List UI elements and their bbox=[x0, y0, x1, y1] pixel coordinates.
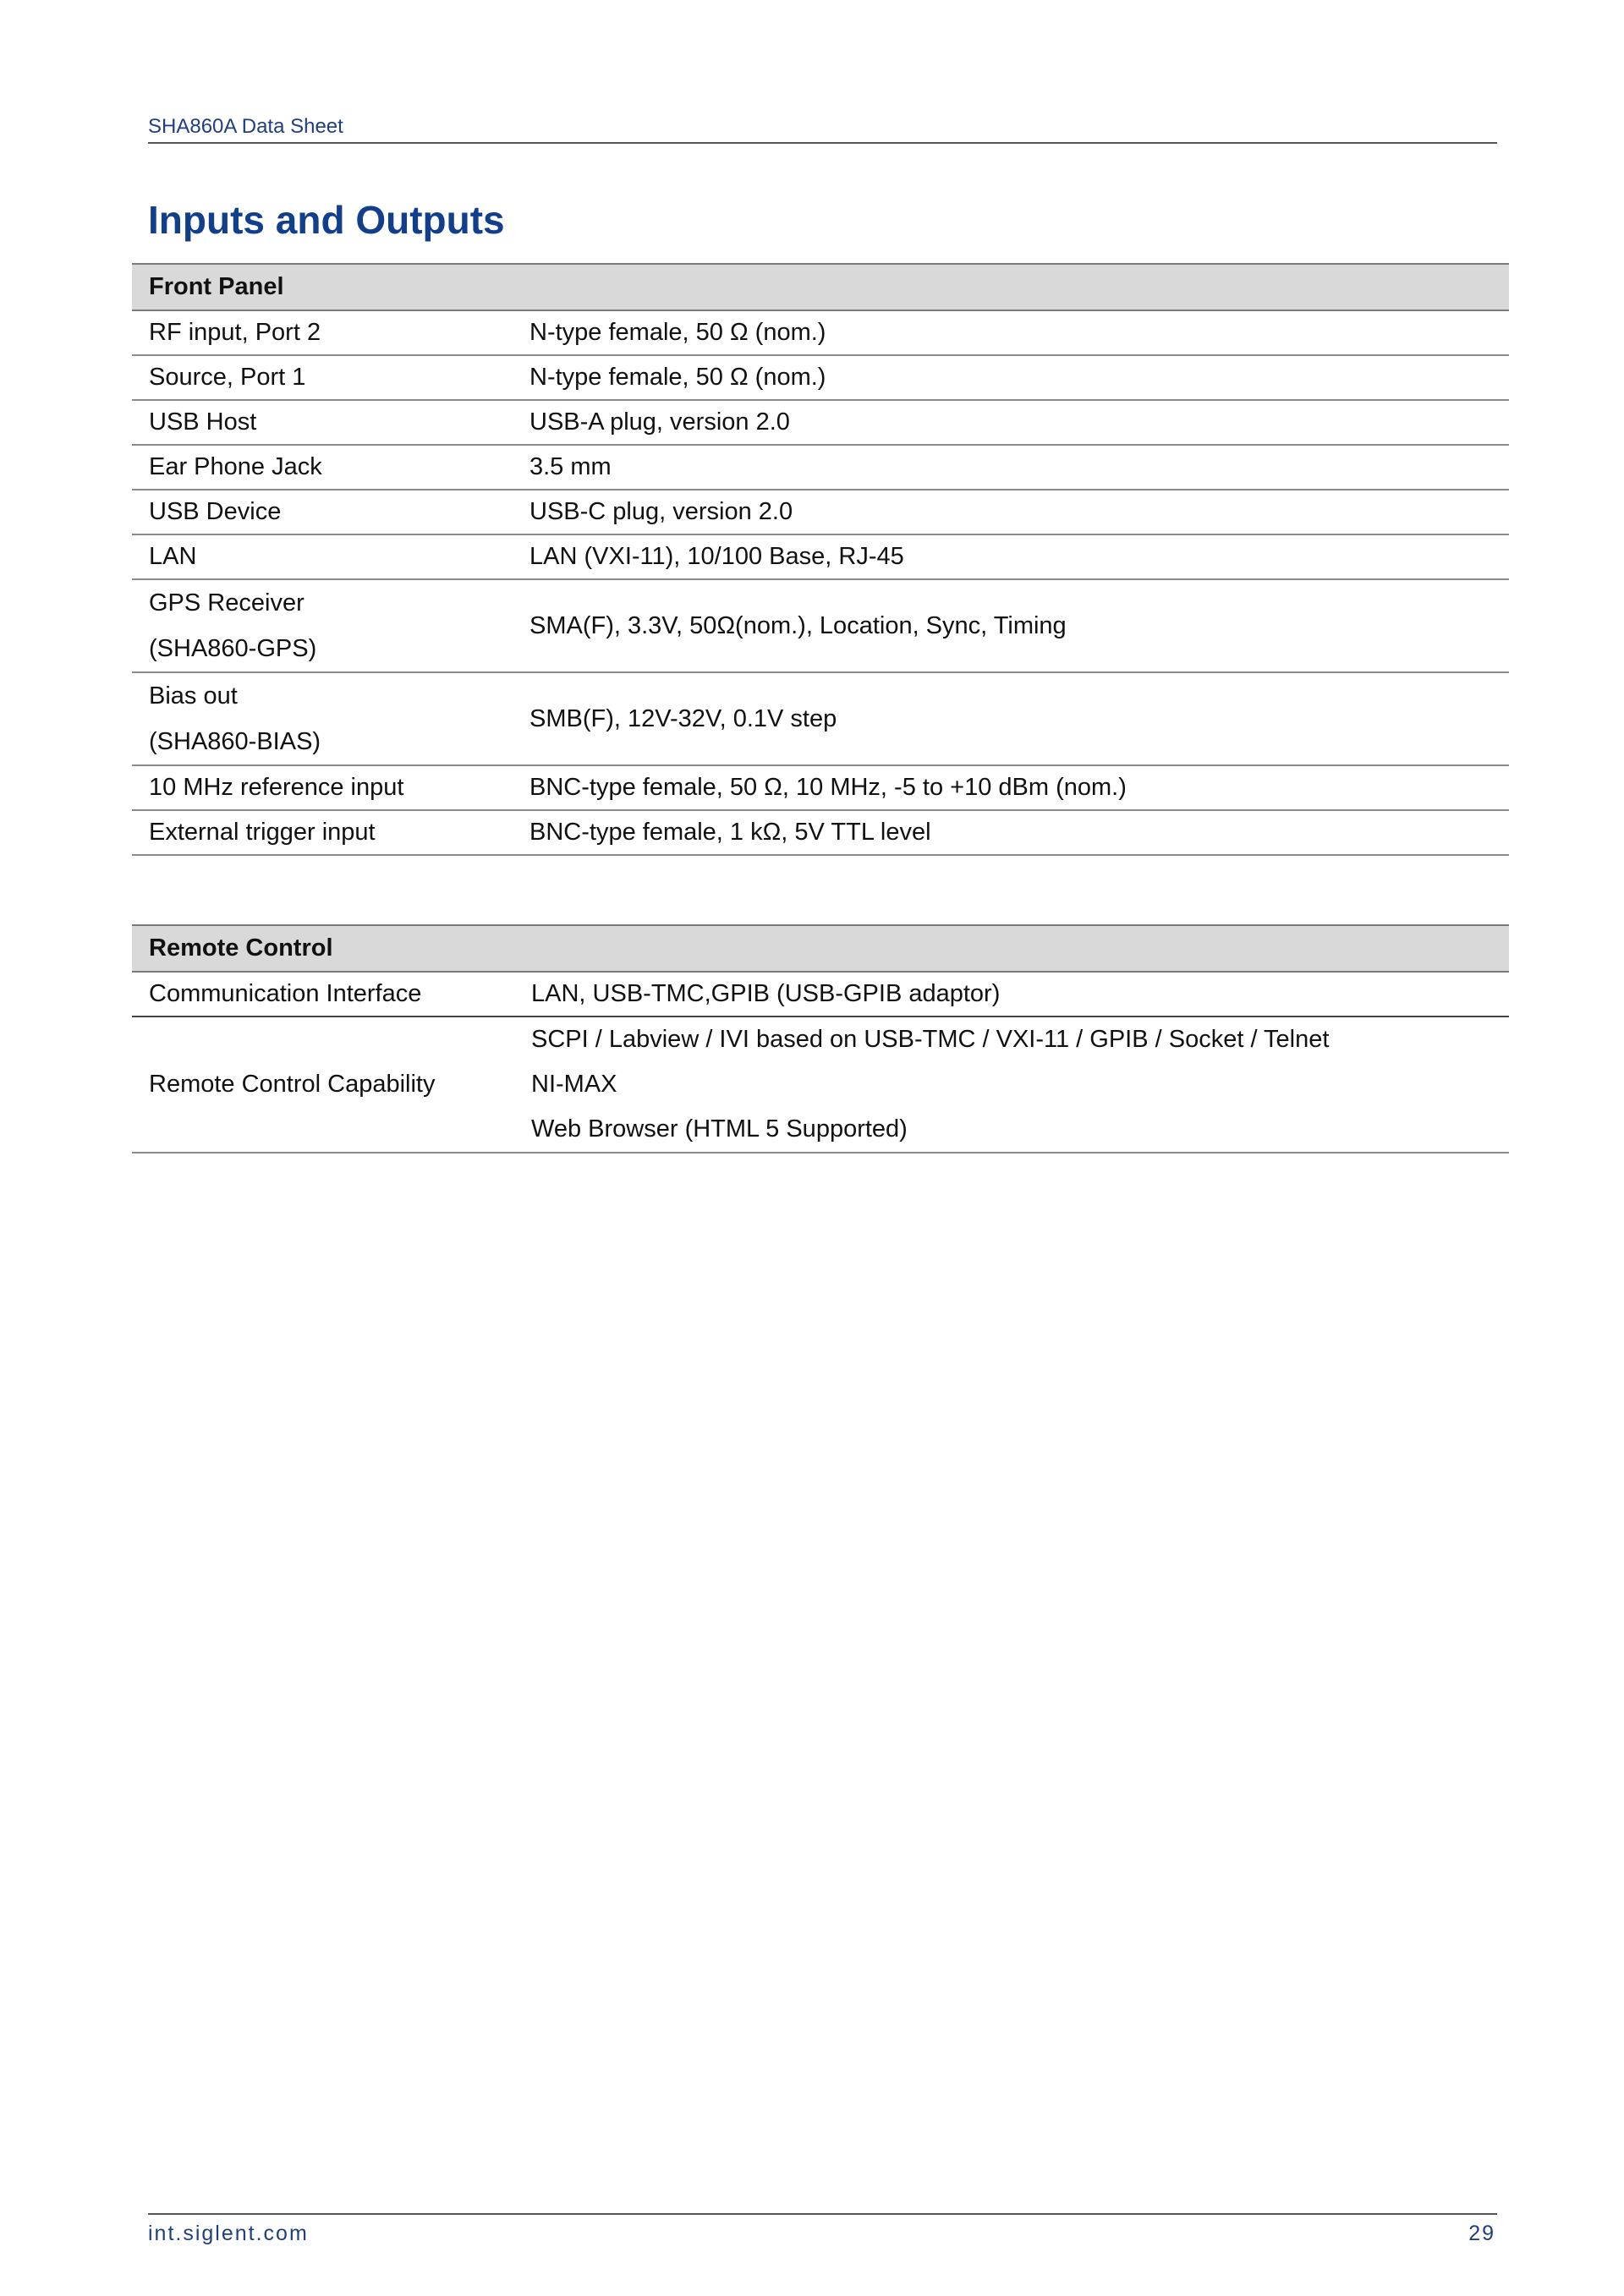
table-row bbox=[132, 672, 1509, 765]
front-panel-header-row bbox=[132, 264, 1509, 310]
table-row bbox=[132, 972, 1509, 1016]
spec-label-line: Bias out bbox=[149, 682, 238, 710]
spec-value: SMB(F), 12V-32V, 0.1V step bbox=[529, 672, 1509, 765]
spec-label: Source, Port 1 bbox=[132, 355, 529, 400]
table-row bbox=[132, 400, 1509, 445]
page-footer bbox=[148, 2213, 1497, 2245]
spec-label: 10 MHz reference input bbox=[132, 765, 529, 810]
page-header bbox=[148, 113, 1497, 144]
spec-value-line: Web Browser (HTML 5 Supported) bbox=[531, 1115, 908, 1143]
spec-label: External trigger input bbox=[132, 810, 529, 855]
spec-value: SMA(F), 3.3V, 50Ω(nom.), Location, Sync, Timing bbox=[529, 579, 1509, 672]
spec-label-line: GPS Receiver bbox=[149, 589, 304, 616]
spec-label: LAN bbox=[132, 534, 529, 579]
spec-label bbox=[132, 672, 529, 765]
table-row bbox=[132, 445, 1509, 490]
spec-value: LAN, USB-TMC,GPIB (USB-GPIB adaptor) bbox=[529, 972, 1509, 1016]
remote-control-table bbox=[132, 924, 1509, 1153]
spec-label bbox=[132, 579, 529, 672]
remote-control-heading: Remote Control bbox=[132, 925, 1509, 972]
spec-label-line: (SHA860-GPS) bbox=[149, 635, 317, 662]
table-row bbox=[132, 1016, 1509, 1153]
footer-url: int.siglent.com bbox=[148, 2222, 309, 2245]
page-title: Inputs and Outputs bbox=[148, 198, 505, 242]
table-row bbox=[132, 355, 1509, 400]
spec-label: Ear Phone Jack bbox=[132, 445, 529, 490]
spec-value: BNC-type female, 1 kΩ, 5V TTL level bbox=[529, 810, 1509, 855]
spec-value bbox=[529, 1016, 1509, 1153]
page-number: 29 bbox=[1468, 2222, 1495, 2245]
spec-value-line: SCPI / Labview / IVI based on USB-TMC / VXI-11 / GPIB / Socket / Telnet bbox=[531, 1026, 1330, 1053]
header-title: SHA860A Data Sheet bbox=[148, 115, 343, 138]
spec-value: BNC-type female, 50 Ω, 10 MHz, -5 to +10 dBm (nom.) bbox=[529, 765, 1509, 810]
remote-control-header-row bbox=[132, 925, 1509, 972]
spec-value: LAN (VXI-11), 10/100 Base, RJ-45 bbox=[529, 534, 1509, 579]
front-panel-table bbox=[132, 263, 1509, 856]
spec-label: Communication Interface bbox=[132, 972, 529, 1016]
front-panel-heading: Front Panel bbox=[132, 264, 1509, 310]
spec-label: RF input, Port 2 bbox=[132, 310, 529, 355]
spec-value-line: NI-MAX bbox=[531, 1071, 617, 1098]
table-row bbox=[132, 534, 1509, 579]
spec-value: N-type female, 50 Ω (nom.) bbox=[529, 310, 1509, 355]
spec-value: 3.5 mm bbox=[529, 445, 1509, 490]
spec-label: USB Host bbox=[132, 400, 529, 445]
spec-value: USB-A plug, version 2.0 bbox=[529, 400, 1509, 445]
table-row bbox=[132, 810, 1509, 855]
table-row bbox=[132, 579, 1509, 672]
spec-label: Remote Control Capability bbox=[132, 1016, 529, 1153]
spec-label: USB Device bbox=[132, 490, 529, 534]
spec-label-line: (SHA860-BIAS) bbox=[149, 728, 321, 755]
spec-value: N-type female, 50 Ω (nom.) bbox=[529, 355, 1509, 400]
table-row bbox=[132, 765, 1509, 810]
table-row bbox=[132, 490, 1509, 534]
spec-value: USB-C plug, version 2.0 bbox=[529, 490, 1509, 534]
table-row bbox=[132, 310, 1509, 355]
